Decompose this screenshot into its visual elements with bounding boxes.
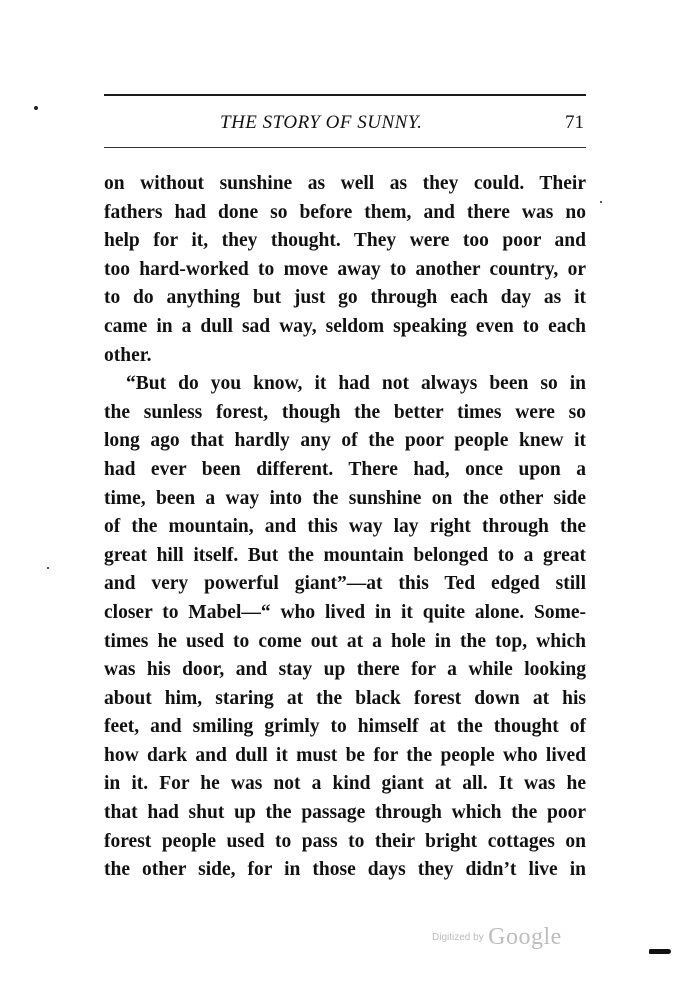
text-line: fathers had done so before them, and there was no — [104, 201, 586, 223]
text-line: closer to Mabel—“ who lived in it quite alone. Some- — [104, 601, 586, 623]
text-line: help for it, they thought. They were too poor and — [104, 230, 586, 252]
text-line: of the mountain, and this way lay right through the — [104, 516, 586, 538]
text-line: was his door, and stay up there for a while looking — [104, 659, 586, 681]
text-line: came in a dull sad way, seldom speaking even to each — [104, 315, 586, 337]
body-text — [104, 170, 586, 885]
digitized-by-google-watermark — [432, 924, 562, 951]
text-line: “But do you know, it had not always been so in — [126, 373, 586, 395]
margin-speck — [47, 567, 49, 569]
text-line: forest people used to pass to their bright cottages on — [104, 830, 586, 852]
text-line: how dark and dull it must be for the people who lived — [104, 744, 586, 766]
header-rule-top — [104, 94, 586, 96]
margin-speck — [34, 106, 38, 110]
text-line: other. — [104, 344, 152, 366]
text-line: that had shut up the passage through which the poor — [104, 802, 586, 824]
text-line: times he used to come out at a hole in the top, which — [104, 630, 586, 652]
watermark-prefix: Digitized by — [432, 932, 484, 943]
text-line: about him, staring at the black forest down at his — [104, 687, 586, 709]
text-line: the sunless forest, though the better times were so — [104, 401, 586, 423]
page-number: 71 — [565, 112, 584, 133]
text-line: feet, and smiling grimly to himself at the thought of — [104, 716, 586, 738]
text-line: long ago that hardly any of the poor people knew it — [104, 430, 586, 452]
running-title: THE STORY OF SUNNY. — [220, 112, 423, 133]
text-line: too hard-worked to move away to another country, or — [104, 258, 586, 280]
margin-speck — [600, 201, 602, 203]
text-line: great hill itself. But the mountain belonged to a great — [104, 544, 586, 566]
text-line: to do anything but just go through each day as it — [104, 287, 586, 309]
text-line: and very powerful giant”—at this Ted edged still — [104, 573, 586, 595]
text-line: the other side, for in those days they didn’t live in — [104, 859, 586, 881]
header-rule-bottom — [104, 147, 586, 148]
running-head — [104, 104, 586, 138]
page-corner-mark — [649, 949, 671, 954]
text-line: in it. For he was not a kind giant at all. It was he — [104, 773, 586, 795]
text-line: time, been a way into the sunshine on the other side — [104, 487, 586, 509]
text-line: had ever been different. There had, once upon a — [104, 458, 586, 480]
google-logo-text: Google — [488, 924, 562, 950]
text-line: on without sunshine as well as they could. Their — [104, 173, 586, 194]
